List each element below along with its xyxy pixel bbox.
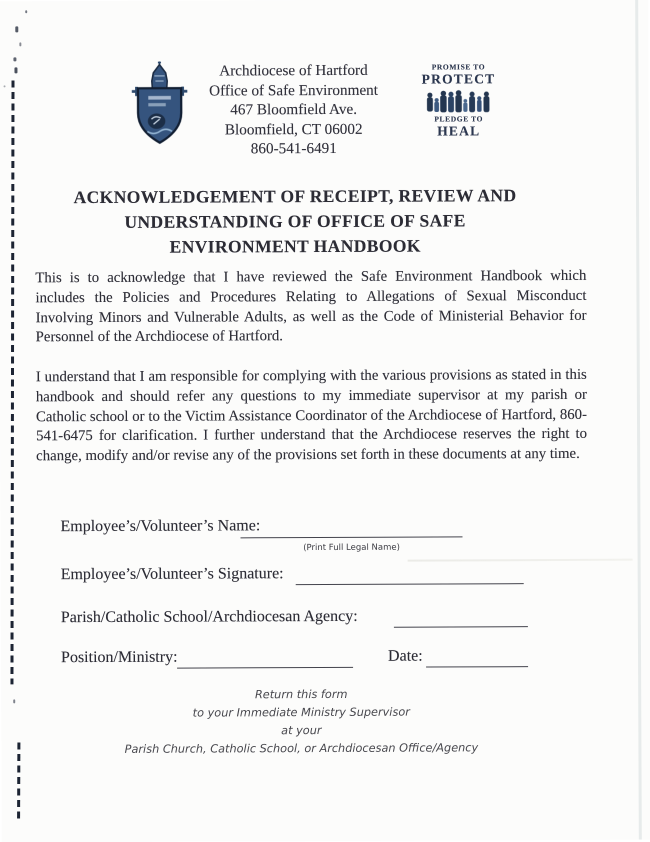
return-instructions bbox=[1, 685, 601, 760]
title-line: UNDERSTANDING OF OFFICE OF SAFE bbox=[124, 210, 466, 232]
scan-speck bbox=[25, 10, 27, 13]
title-line: ENVIRONMENT HANDBOOK bbox=[169, 235, 421, 257]
people-silhouettes-icon bbox=[425, 87, 493, 114]
date-field-label: Date: bbox=[387, 647, 423, 665]
scan-speck bbox=[19, 42, 21, 46]
footer-line: at your bbox=[281, 724, 322, 738]
badge-text-large: PROTECT bbox=[421, 70, 496, 87]
document-title bbox=[0, 183, 591, 261]
footer-line: Return this form bbox=[254, 687, 348, 702]
acknowledgement-paragraph: This is to acknowledge that I have reviewed the Safe Environment Handbook which includes the Policies and Procedures Relating to Allegations of Sexual Misconduct Involving Minors and Vulnerable Adults, as well as the Code of Ministerial Behavior for Personnel of the Archdiocese of Hartford. bbox=[35, 267, 587, 346]
scan-edge-line bbox=[635, 0, 642, 840]
position-field-label: Position/Ministry: bbox=[60, 648, 178, 667]
organization-address-block bbox=[143, 60, 443, 159]
footer-line: to your Immediate Ministry Supervisor bbox=[192, 705, 410, 720]
org-line: Bloomfield, CT 06002 bbox=[224, 120, 363, 139]
date-field-line bbox=[426, 647, 528, 667]
org-line: 860-541-6491 bbox=[250, 140, 337, 158]
agency-field-line bbox=[394, 607, 528, 628]
scan-speck bbox=[15, 26, 18, 32]
name-field-line bbox=[240, 516, 462, 538]
agency-field-label: Parish/Catholic School/Archdiocesan Agency: bbox=[60, 607, 358, 627]
promise-to-protect-badge bbox=[417, 63, 499, 137]
footer-line: Parish Church, Catholic School, or Archdiocesan Office/Agency bbox=[124, 741, 479, 756]
scan-speck bbox=[14, 67, 17, 73]
badge-text-large: HEAL bbox=[437, 122, 481, 139]
name-field-hint: (Print Full Legal Name) bbox=[303, 542, 400, 554]
badge-text-small: PROMISE TO bbox=[431, 62, 486, 72]
binding-marks-upper bbox=[10, 80, 14, 684]
understanding-paragraph: I understand that I am responsible for complying with the various provisions as stated in this handbook and should refer any questions to my immediate supervisor at my parish or Catholic school or to the Victim Assistance Coordinator of the Archdiocese of Hartford, 860-541-6475 for clarification. I further understand that the Archdiocese reserves the right to change, modify and/or revise any of the provisions set forth in these documents at any time. bbox=[35, 366, 588, 465]
scan-speck bbox=[13, 57, 16, 61]
signature-field-line bbox=[296, 564, 524, 585]
position-field-line bbox=[177, 648, 353, 669]
title-line: ACKNOWLEDGEMENT OF RECEIPT, REVIEW AND bbox=[73, 185, 517, 208]
badge-text-small: PLEDGE TO bbox=[434, 114, 484, 124]
signature-field-label: Employee’s/Volunteer’s Signature: bbox=[60, 565, 284, 584]
org-line: Archdiocese of Hartford bbox=[219, 61, 368, 80]
name-field-label: Employee’s/Volunteer’s Name: bbox=[60, 517, 261, 536]
scan-speck bbox=[4, 85, 6, 87]
scan-smudge bbox=[408, 559, 633, 562]
org-line: 467 Bloomfield Ave. bbox=[230, 101, 358, 119]
org-line: Office of Safe Environment bbox=[209, 81, 379, 100]
